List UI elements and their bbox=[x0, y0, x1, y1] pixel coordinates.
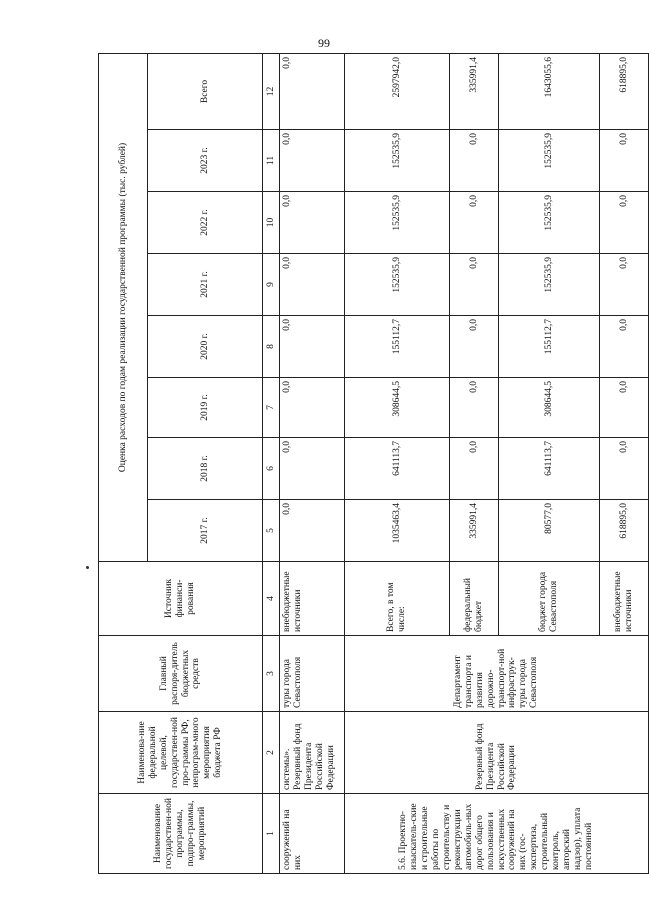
cell-value: 0,0 bbox=[600, 254, 649, 316]
header-year-2020: 2020 г. bbox=[148, 316, 263, 378]
column-index: 11 bbox=[263, 130, 280, 192]
column-index: 5 bbox=[263, 500, 280, 562]
column-index-row bbox=[263, 53, 280, 873]
cell-program-name: 5.6. Проектно-изыскатель-ские и строительные работы по строительству и реконструкции автомобиль-ных дорог общего пользования и искусственных сооружений на них (гос-экспертиза, строительный контроль, авторский надзор), уплата постоянной bbox=[345, 794, 649, 874]
cell-funding-source: внебюджетные источники bbox=[600, 562, 649, 636]
cell-executor: туры города Севастополя bbox=[280, 636, 345, 712]
cell-value: 152535,9 bbox=[345, 254, 450, 316]
column-index: 10 bbox=[263, 192, 280, 254]
column-index: 3 bbox=[263, 636, 280, 712]
cell-federal-program: Резервный фонд Президента Российской Федерации bbox=[345, 712, 649, 794]
cell-value: 155112,7 bbox=[499, 316, 600, 378]
cell-funding-source: внебюджетные источники bbox=[280, 562, 345, 636]
cell-federal-program: системы». Резервный фонд Президента Российской Федерации bbox=[280, 712, 345, 794]
cell-value: 1035463,4 bbox=[345, 500, 450, 562]
header-total: Всего bbox=[148, 53, 263, 129]
budget-table bbox=[98, 53, 649, 874]
column-index: 4 bbox=[263, 562, 280, 636]
cell-total: 0,0 bbox=[280, 53, 345, 129]
table-row bbox=[345, 53, 450, 873]
column-index: 9 bbox=[263, 254, 280, 316]
cell-value: 0,0 bbox=[280, 130, 345, 192]
column-index: 8 bbox=[263, 316, 280, 378]
cell-value: 0,0 bbox=[450, 378, 499, 438]
cell-value: 152535,9 bbox=[499, 130, 600, 192]
header-year-2019: 2019 г. bbox=[148, 378, 263, 438]
column-index: 6 bbox=[263, 438, 280, 500]
cell-value: 0,0 bbox=[280, 192, 345, 254]
scan-speck bbox=[86, 566, 89, 569]
cell-total: 618895,0 bbox=[600, 53, 649, 129]
cell-value: 0,0 bbox=[280, 378, 345, 438]
cell-value: 0,0 bbox=[280, 316, 345, 378]
cell-value: 308644,5 bbox=[499, 378, 600, 438]
header-year-2021: 2021 г. bbox=[148, 254, 263, 316]
cell-value: 0,0 bbox=[280, 254, 345, 316]
cell-funding-source: федеральный бюджет bbox=[450, 562, 499, 636]
cell-value: 152535,9 bbox=[499, 254, 600, 316]
header-federal-program: Наименова-ние федеральной целевой, государствен-ной про-граммы РФ, непрограм-много мероприятия бюджета РФ bbox=[99, 712, 263, 794]
header-executor: Главный распоря-дитель бюджетных средств bbox=[99, 636, 263, 712]
cell-value: 0,0 bbox=[600, 192, 649, 254]
header-year-2017: 2017 г. bbox=[148, 500, 263, 562]
column-index: 7 bbox=[263, 378, 280, 438]
cell-value: 618895,0 bbox=[600, 500, 649, 562]
header-funding-source: Источник финанси-рования bbox=[99, 562, 263, 636]
cell-value: 152535,9 bbox=[499, 192, 600, 254]
cell-executor: Департамент транспорта и развития дорожно-транспорт-ной инфраструк-туры города Севастополя bbox=[345, 636, 649, 712]
header-year-2022: 2022 г. bbox=[148, 192, 263, 254]
table-row bbox=[280, 53, 345, 873]
cell-value: 0,0 bbox=[450, 130, 499, 192]
cell-funding-source: бюджет города Севастополя bbox=[499, 562, 600, 636]
cell-program-name: сооружений на них bbox=[280, 794, 345, 874]
cell-total: 1643055,6 bbox=[499, 53, 600, 129]
cell-value: 155112,7 bbox=[345, 316, 450, 378]
cell-value: 152535,9 bbox=[345, 130, 450, 192]
budget-table-sheet bbox=[98, 54, 634, 874]
cell-value: 80577,0 bbox=[499, 500, 600, 562]
column-index: 2 bbox=[263, 712, 280, 794]
cell-value: 641113,7 bbox=[345, 438, 450, 500]
cell-value: 0,0 bbox=[600, 438, 649, 500]
cell-value: 0,0 bbox=[600, 378, 649, 438]
cell-value: 0,0 bbox=[600, 316, 649, 378]
cell-value: 0,0 bbox=[450, 192, 499, 254]
cell-total: 2597942,0 bbox=[345, 53, 450, 129]
cell-value: 641113,7 bbox=[499, 438, 600, 500]
cell-value: 0,0 bbox=[280, 500, 345, 562]
cell-value: 0,0 bbox=[450, 316, 499, 378]
cell-value: 152535,9 bbox=[345, 192, 450, 254]
cell-value: 335991,4 bbox=[450, 500, 499, 562]
header-program-name: Наименование государствен-ной программы, подпро-граммы, мероприятий bbox=[99, 794, 263, 874]
column-index: 12 bbox=[263, 53, 280, 129]
cell-total: 335991,4 bbox=[450, 53, 499, 129]
header-year-2018: 2018 г. bbox=[148, 438, 263, 500]
cell-funding-source: Всего, в том числе: bbox=[345, 562, 450, 636]
page-number: 99 bbox=[318, 36, 330, 50]
column-index: 1 bbox=[263, 794, 280, 874]
cell-value: 0,0 bbox=[450, 438, 499, 500]
header-year-2023: 2023 г. bbox=[148, 130, 263, 192]
cell-value: 308644,5 bbox=[345, 378, 450, 438]
cell-value: 0,0 bbox=[450, 254, 499, 316]
cell-value: 0,0 bbox=[600, 130, 649, 192]
cell-value: 0,0 bbox=[280, 438, 345, 500]
header-estimate: Оценка расходов по годам реализации государственной программы (тыс. рублей) bbox=[99, 53, 148, 561]
